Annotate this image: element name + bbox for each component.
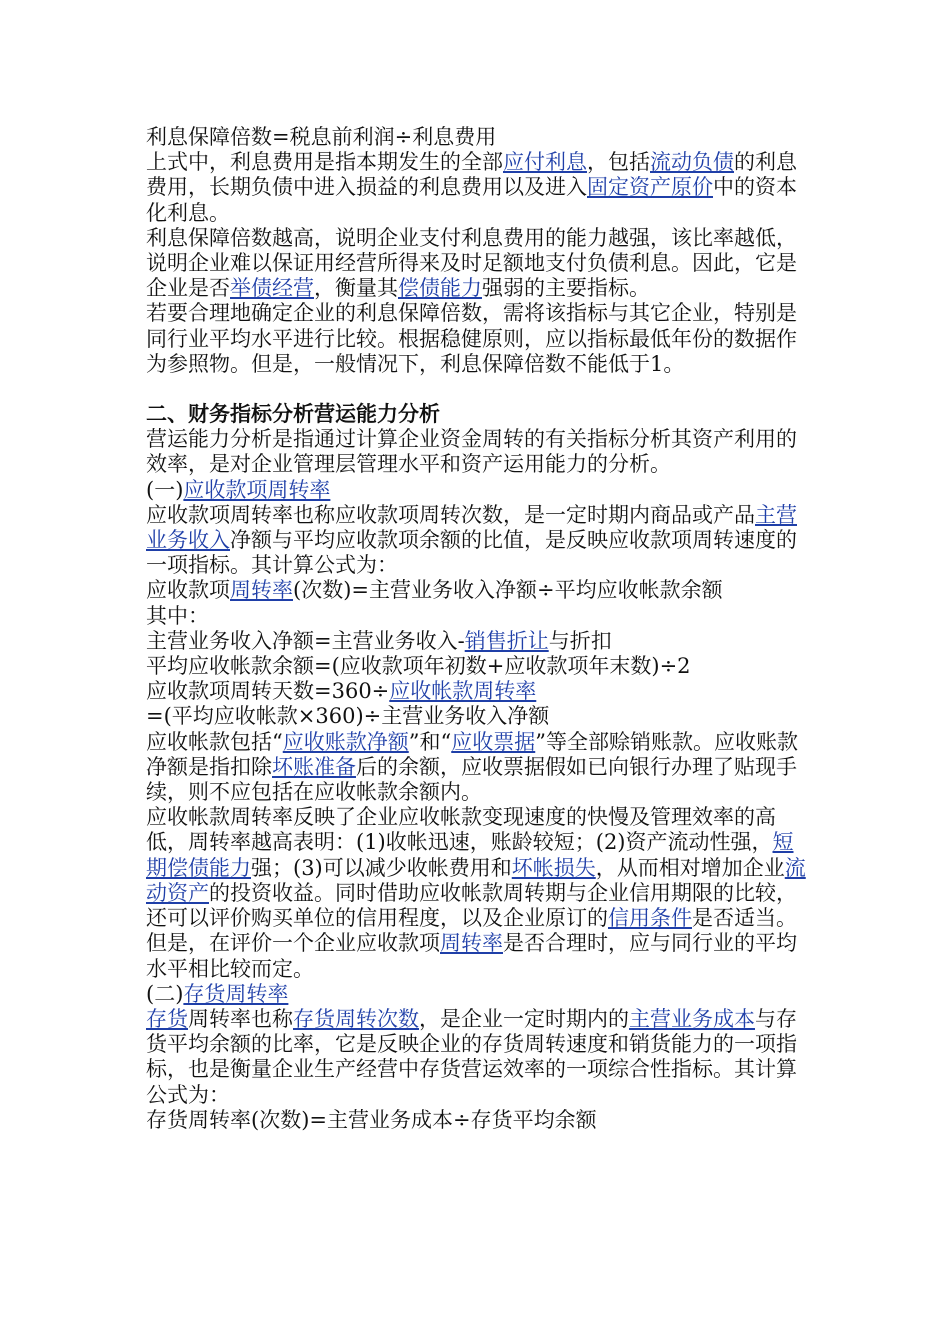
paragraph-coverage-comparison: 若要合理地确定企业的利息保障倍数，需将该指标与其它企业，特别是同行业平均水平进行比较。根据稳健原则，应以指标最低年份的数据作为参照物。但是，一般情况下，利息保障倍数不能低于1。 xyxy=(146,301,797,376)
link-bad-debt-loss[interactable]: 坏帐损失 xyxy=(511,855,596,880)
link-short-term-solvency[interactable]: 短期偿债能力 xyxy=(146,830,794,880)
text: 与存货平均余额的比率，它是反映企业的存货周转速度和销货能力的一项指标，也是衡量企业生产经营中存货营运效率的一项综合性指标。其计算公式为： xyxy=(146,1006,797,1107)
text: 的利息费用，长期负债中进入损益的利息费用以及进入 xyxy=(146,150,797,200)
text-where: 其中： xyxy=(146,603,209,628)
text: 是否适当。 xyxy=(692,906,797,931)
link-net-receivables[interactable]: 应收账款净额 xyxy=(282,729,409,754)
text: 上式中，利息费用是指本期发生的全部 xyxy=(146,150,503,175)
text: 应收款项 xyxy=(146,578,230,603)
formula-net-revenue xyxy=(146,629,812,654)
text: 但是，在评价一个企业应收款项 xyxy=(146,931,440,956)
text: (次数)=主营业务收入净额÷平均应收帐款余额 xyxy=(293,578,723,603)
text: 应收帐款包括“ xyxy=(146,729,283,754)
text: ，是企业一定时期内的 xyxy=(419,1006,629,1031)
spacer xyxy=(146,377,812,402)
text: 利息保障倍数越高，说明企业支付利息费用的能力越强，该比率越低，说明企业难以保证用经营所得来及时足额地支付负债利息。因此，它是企业是否 xyxy=(146,225,797,301)
link-current-liabilities[interactable]: 流动负债 xyxy=(650,150,734,175)
paragraph-inventory-definition xyxy=(146,1007,812,1108)
text: ，从而相对增加企业 xyxy=(595,855,785,880)
link-receivables-turnover-rate[interactable]: 应收帐款周转率 xyxy=(389,679,537,704)
link-sales-allowance[interactable]: 销售折让 xyxy=(464,628,549,653)
link-turnover-rate[interactable]: 周转率 xyxy=(230,578,293,603)
link-current-assets[interactable]: 流动资产 xyxy=(146,855,806,905)
text: 强；(3)可以减少收帐费用和 xyxy=(251,855,512,880)
formula-average-receivables: 平均应收帐款余额=(应收款项年初数+应收款项年末数)÷2 xyxy=(146,654,691,679)
link-inventory-turnover[interactable]: 存货周转率 xyxy=(183,981,289,1006)
paragraph-interest-expense xyxy=(146,150,812,226)
text: 与折扣 xyxy=(548,628,612,653)
text: ，包括 xyxy=(587,150,650,175)
paragraph-receivables-scope xyxy=(146,730,812,806)
text: 强弱的主要指标。 xyxy=(482,276,650,301)
paragraph-receivables-definition xyxy=(146,503,812,579)
text: 中的资本化利息。 xyxy=(146,175,797,225)
paragraph-turnover-meaning xyxy=(146,805,812,931)
paragraph-coverage-meaning xyxy=(146,226,812,302)
text: 净额与平均应收款项余额的比值，是反映应收款项周转速度的一项指标。其计算公式为： xyxy=(146,528,797,578)
formula-turnover-days xyxy=(146,679,812,704)
formula-inventory-turnover: 存货周转率(次数)=主营业务成本÷存货平均余额 xyxy=(146,1107,597,1132)
link-inventory[interactable]: 存货 xyxy=(146,1006,188,1031)
link-inventory-turnover-times[interactable]: 存货周转次数 xyxy=(293,1006,419,1031)
link-credit-terms[interactable]: 信用条件 xyxy=(608,906,692,931)
text: 是否合理时，应与同行业的平均水平相比较而定。 xyxy=(146,931,797,981)
text: 周转率也称 xyxy=(188,1006,293,1031)
text: 后的余额，应收票据假如已向银行办理了贴现手续，则不应包括在应收帐款余额内。 xyxy=(146,754,797,805)
link-fixed-asset-cost[interactable]: 固定资产原价 xyxy=(587,175,713,200)
paragraph-operating-capacity: 营运能力分析是指通过计算企业资金周转的有关指标分析其资产利用的效率，是对企业管理层管理水平和资产运用能力的分析。 xyxy=(146,427,797,477)
formula-receivables-turnover xyxy=(146,578,812,603)
link-main-business-cost[interactable]: 主营业务成本 xyxy=(629,1006,755,1031)
subheading-receivables-turnover xyxy=(146,478,812,503)
link-bad-debt-provision[interactable]: 坏账准备 xyxy=(272,754,356,779)
document-body xyxy=(146,125,812,1133)
text: 应收款项周转天数=360÷ xyxy=(146,679,390,704)
link-notes-receivable[interactable]: 应收票据 xyxy=(451,729,536,754)
text: ”和“ xyxy=(408,729,452,754)
text: 应收帐款周转率反映了企业应收帐款变现速度的快慢及管理效率的高低，周转率越高表明：(1)收帐迅速，账龄较短；(2)资产流动性强， xyxy=(146,805,776,855)
formula-interest-coverage: 利息保障倍数=税息前利润÷利息费用 xyxy=(146,125,497,149)
text: (一) xyxy=(146,477,184,502)
formula-turnover-days-alt: =(平均应收帐款×360)÷主营业务收入净额 xyxy=(146,704,550,729)
text: ，衡量其 xyxy=(314,276,398,301)
link-interest-payable[interactable]: 应付利息 xyxy=(503,150,587,175)
text: 的投资收益。同时借助应收帐款周转期与企业信用期限的比较，还可以评价购买单位的信用程度，以及企业原订的 xyxy=(146,880,797,931)
link-turnover-rate-2[interactable]: 周转率 xyxy=(440,931,503,956)
link-debt-financing[interactable]: 举债经营 xyxy=(230,276,314,301)
text: 主营业务收入净额=主营业务收入- xyxy=(146,628,465,653)
section-heading: 二、财务指标分析营运能力分析 xyxy=(146,402,440,427)
paragraph-industry-comparison xyxy=(146,931,812,981)
link-main-business-revenue[interactable]: 主营业务收入 xyxy=(146,502,797,553)
link-solvency[interactable]: 偿债能力 xyxy=(398,276,482,301)
subheading-inventory-turnover xyxy=(146,982,812,1007)
text: 应收款项周转率也称应收款项周转次数，是一定时期内商品或产品 xyxy=(146,502,755,527)
text: ”等全部赊销账款。应收账款净额是指扣除 xyxy=(146,729,798,779)
link-receivables-turnover[interactable]: 应收款项周转率 xyxy=(183,477,331,502)
text: (二) xyxy=(146,981,184,1006)
